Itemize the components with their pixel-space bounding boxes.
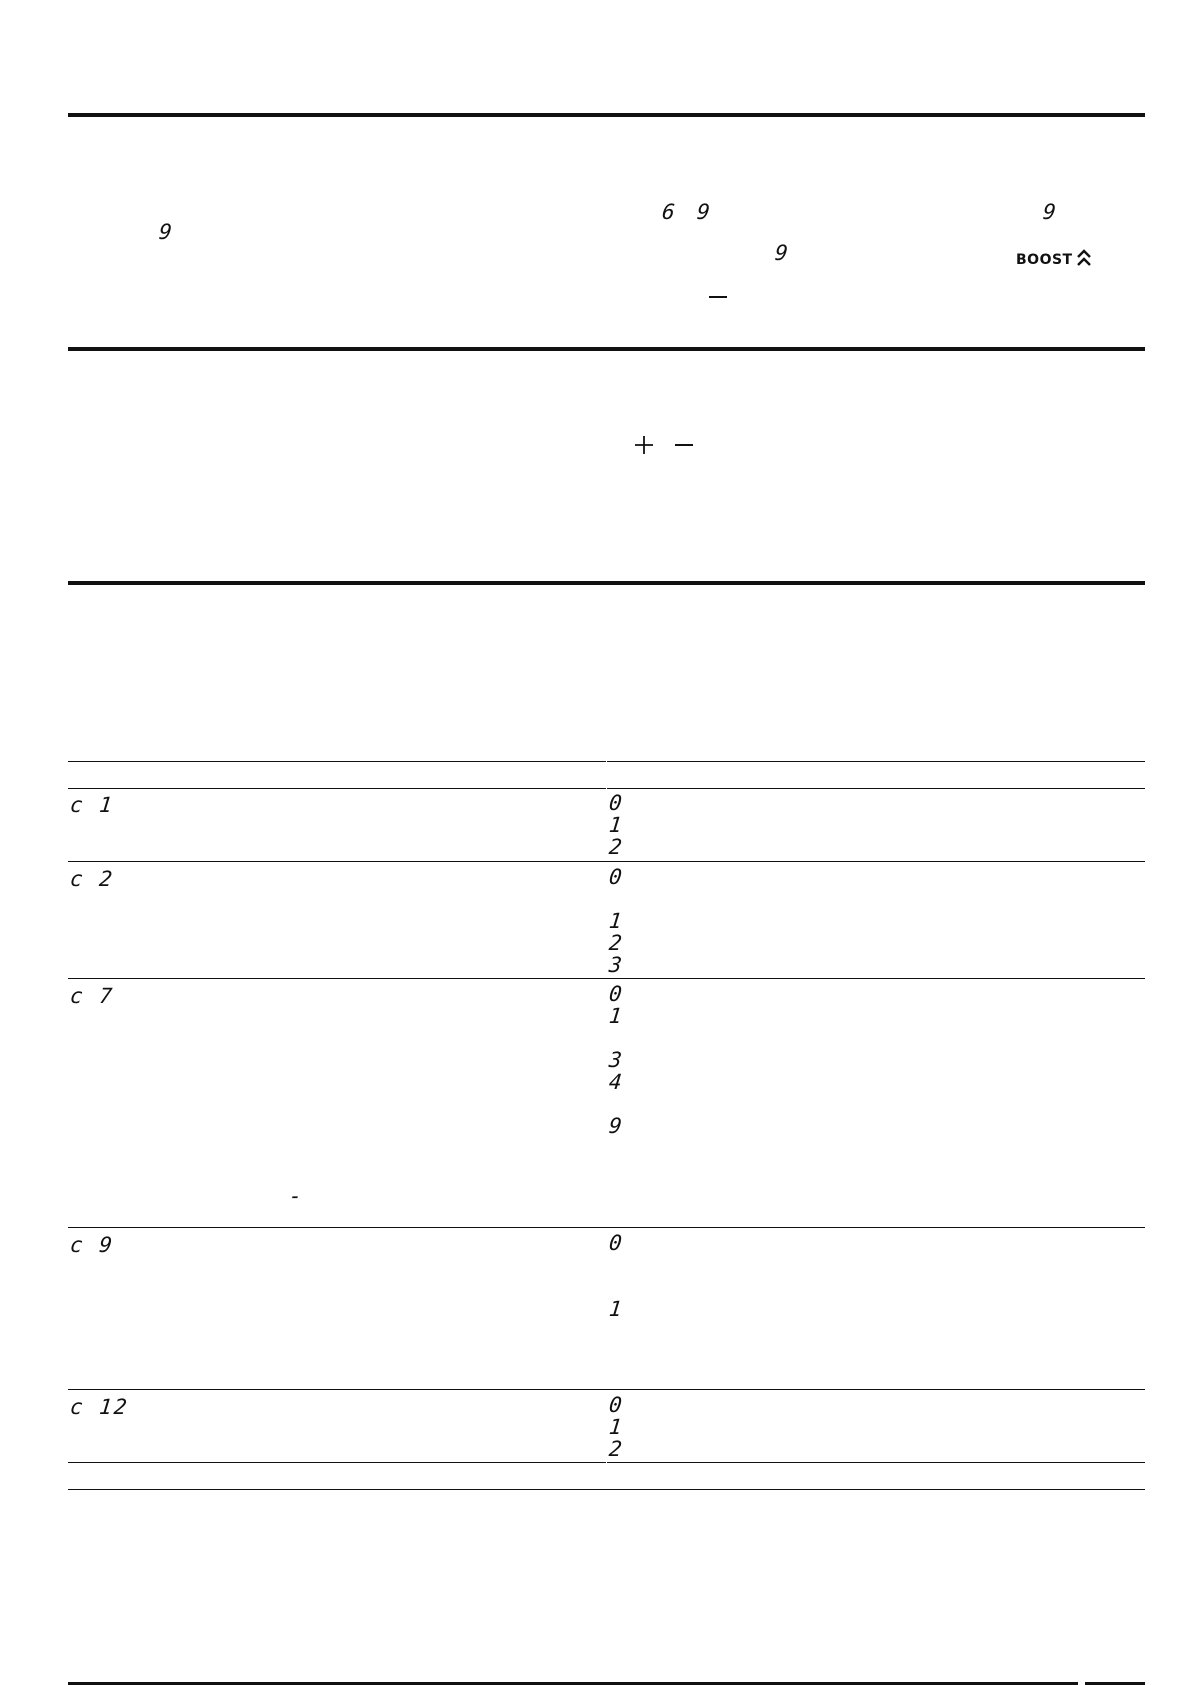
display-digit-9: 9 (695, 200, 713, 224)
plus-icon (634, 435, 654, 455)
setting-code: c 12 (68, 1395, 130, 1419)
setting-value: 2 (607, 835, 625, 859)
setting-code: c 7 (68, 984, 116, 1008)
minus-icon (709, 296, 727, 298)
double-chevron-up-icon (1076, 249, 1092, 271)
setting-code: c 1 (68, 793, 116, 817)
setting-value: 0 (607, 1393, 625, 1417)
display-digit-6: 6 (660, 200, 678, 224)
setting-value: 1 (607, 909, 625, 933)
setting-value: 0 (607, 1231, 625, 1255)
setting-value: 3 (607, 953, 625, 977)
setting-value: 2 (607, 931, 625, 955)
table-column-gap (606, 755, 607, 795)
boost-label: BOOST (1016, 252, 1073, 268)
table-row-divider (68, 1227, 1145, 1228)
table-row-divider (68, 861, 1145, 862)
display-digit-9: 9 (773, 241, 791, 265)
setting-value: 0 (607, 791, 625, 815)
setting-value: 3 (607, 1048, 625, 1072)
setting-value: 1 (607, 1297, 625, 1321)
setting-value: 4 (607, 1070, 625, 1094)
setting-value: 1 (607, 1415, 625, 1439)
setting-value: 1 (607, 1004, 625, 1028)
setting-value: 0 (607, 982, 625, 1006)
section-divider-table (68, 581, 1145, 585)
setting-value: 2 (607, 1437, 625, 1461)
table-bottom-rule (68, 1489, 1145, 1490)
table-column-gap (606, 1456, 607, 1468)
display-digit-9: 9 (1041, 200, 1059, 224)
setting-code: c 2 (68, 867, 116, 891)
setting-value: 9 (607, 1114, 625, 1138)
display-digit-9: 9 (157, 220, 175, 244)
setting-value: 0 (607, 865, 625, 889)
table-row-divider (68, 1389, 1145, 1390)
boost-symbol (1016, 249, 1092, 271)
setting-value: 1 (607, 813, 625, 837)
setting-code: c 9 (68, 1233, 116, 1257)
section-divider-top (68, 113, 1145, 117)
table-row-divider (68, 978, 1145, 979)
minus-icon (675, 444, 693, 446)
display-dash: - (287, 1184, 305, 1208)
section-divider-middle (68, 347, 1145, 351)
